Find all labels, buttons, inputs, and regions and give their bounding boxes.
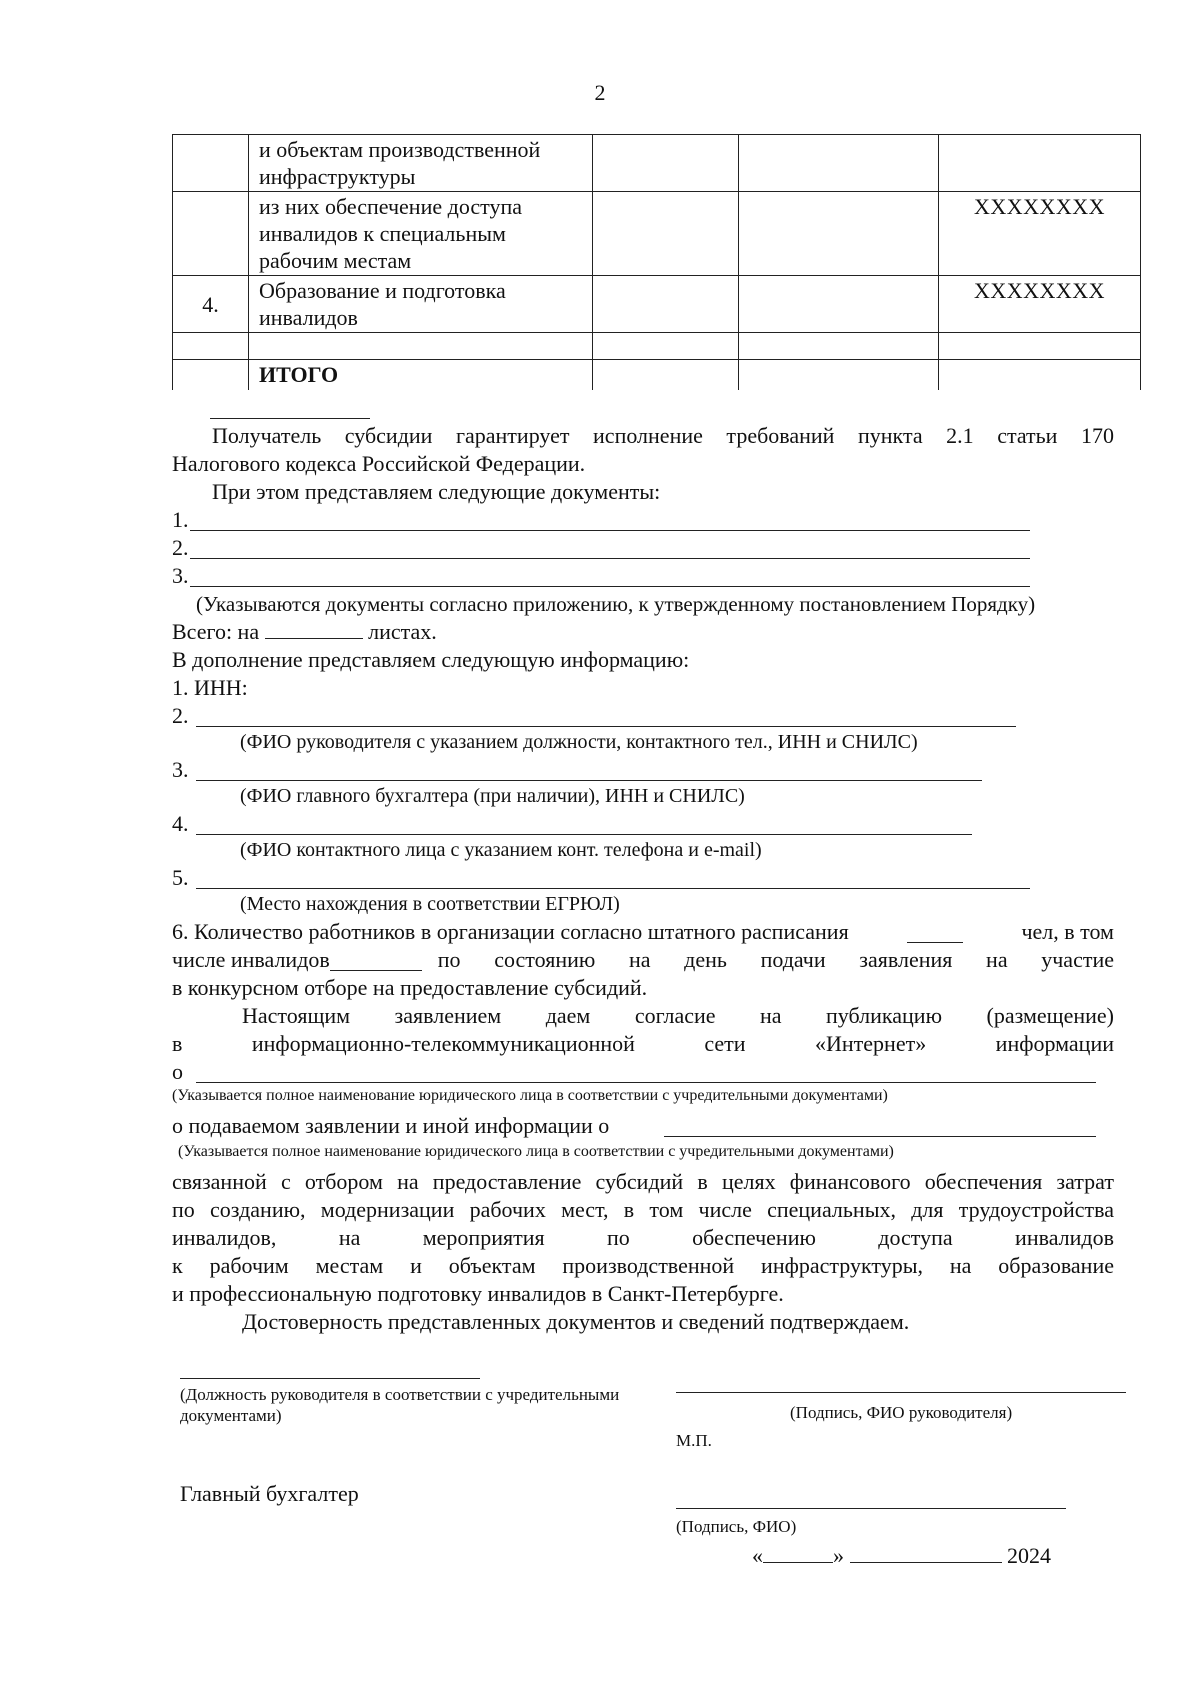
document-item-1-number: 1. [172, 507, 189, 532]
total-sheets-suffix: листах. [368, 619, 437, 644]
consent-word: «Интернет» [815, 1031, 927, 1056]
info-item-1-inn: 1. ИНН: [172, 675, 248, 700]
row-cell [739, 333, 939, 360]
row-cell [593, 360, 739, 391]
row-name [249, 333, 593, 360]
row-number: 4. [173, 276, 249, 333]
consent-line7 [172, 1224, 1114, 1252]
row-number [173, 192, 249, 276]
consent-word: в [172, 1031, 183, 1056]
row-cell [939, 135, 1141, 192]
consent-word: на [338, 1225, 361, 1250]
date-line [752, 1542, 1072, 1570]
row-name: Образование и подготовка инвалидов [249, 276, 593, 333]
document-item-1-field[interactable] [190, 530, 1030, 531]
row-number [173, 135, 249, 192]
date-open-quote: « [752, 1543, 763, 1568]
info-item-2-field[interactable] [196, 726, 1016, 727]
row-cell [739, 135, 939, 192]
row-cell [739, 276, 939, 333]
row-cell [739, 192, 939, 276]
row-cell: XXXXXXXX [939, 192, 1141, 276]
consent-line6: по созданию, модернизации рабочих мест, в том числе специальных, для трудоустройства [172, 1197, 1114, 1222]
consent-line4: о подаваемом заявлении и иной информации о [172, 1113, 610, 1138]
total-label: ИТОГО [249, 360, 593, 391]
consent-word: доступа [878, 1225, 953, 1250]
consent-word: инвалидов [1015, 1225, 1114, 1250]
consent-note1: (Указывается полное наименование юридического лица в соответствии с учредительными документами) [172, 1087, 888, 1104]
info-item-3-number: 3. [172, 757, 189, 782]
document-item-2-number: 2. [172, 535, 189, 560]
accountant-signature-field[interactable] [676, 1508, 1066, 1509]
legal-entity-name-field-2[interactable] [664, 1136, 1096, 1137]
document-item-3-number: 3. [172, 563, 189, 588]
row-cell: XXXXXXXX [939, 276, 1141, 333]
table-row-total [173, 360, 1141, 391]
employees-line1 [172, 918, 1114, 946]
consent-line2 [172, 1030, 1114, 1058]
table-row [173, 192, 1141, 276]
documents-intro: При этом представляем следующие документы: [212, 479, 661, 504]
date-month-field[interactable] [850, 1544, 1002, 1563]
info-intro: В дополнение представляем следующую информацию: [172, 647, 690, 672]
consent-word: информационно-телекоммуникационной [251, 1031, 635, 1056]
accountant-signature-caption: (Подпись, ФИО) [676, 1517, 797, 1536]
consent-line9: и профессиональную подготовку инвалидов в Санкт-Петербурге. [172, 1281, 784, 1306]
consent-line8: к рабочим местам и объектам производственной инфраструктуры, на образование [172, 1253, 1114, 1278]
position-field[interactable] [180, 1378, 480, 1379]
row-number [173, 360, 249, 391]
row-name: и объектам производственной инфраструктуры [249, 135, 593, 192]
row-cell [739, 360, 939, 391]
consent-line1: Настоящим заявлением даем согласие на публикацию (размещение) [242, 1003, 1114, 1028]
page-number: 2 [594, 80, 606, 105]
consent-line3: о [172, 1059, 183, 1084]
row-cell [939, 360, 1141, 391]
consent-word: мероприятия [422, 1225, 545, 1250]
budget-table [172, 134, 1141, 390]
total-sheets-prefix: Всего: на [172, 619, 260, 644]
consent-word: информации [995, 1031, 1114, 1056]
head-signature-caption: (Подпись, ФИО руководителя) [790, 1403, 1013, 1422]
position-caption: (Должность руководителя в соответствии с учредительными документами) [180, 1385, 620, 1425]
date-close-quote: » [833, 1543, 844, 1568]
employees-count-unit: чел, в том [1021, 919, 1114, 944]
documents-note: (Указываются документы согласно приложению, к утвержденному постановлением Порядку) [196, 592, 1036, 616]
info-item-3-field[interactable] [196, 780, 982, 781]
total-sheets-field[interactable] [265, 620, 363, 639]
document-item-3-field[interactable] [190, 586, 1030, 587]
document-item-2-field[interactable] [190, 558, 1030, 559]
confirmation-text: Достоверность представленных документов и сведений подтверждаем. [242, 1309, 910, 1334]
employees-count-field[interactable] [907, 924, 963, 943]
date-year: 2024 [1007, 1543, 1051, 1568]
employees-line2-rest: по состоянию на день подачи заявления на участие [437, 947, 1114, 972]
consent-word: обеспечению [692, 1225, 816, 1250]
info-item-2-number: 2. [172, 703, 189, 728]
row-name: из них обеспечение доступа инвалидов к специальным рабочим местам [249, 192, 593, 276]
employees-line2 [172, 946, 1114, 974]
row-number [173, 333, 249, 360]
row-cell [593, 135, 739, 192]
consent-word: сети [704, 1031, 746, 1056]
row-cell [593, 192, 739, 276]
info-item-5-field[interactable] [196, 888, 1030, 889]
employees-line3: в конкурсном отборе на предоставление субсидий. [172, 975, 648, 1000]
total-sheets-line [172, 618, 1114, 646]
legal-entity-name-field[interactable] [196, 1082, 1096, 1083]
info-item-5-caption: (Место нахождения в соответствии ЕГРЮЛ) [240, 893, 620, 915]
row-cell [593, 276, 739, 333]
guarantee-text-line2: Налогового кодекса Российской Федерации. [172, 451, 586, 476]
table-row [173, 135, 1141, 192]
info-item-4-field[interactable] [196, 834, 972, 835]
info-item-3-caption: (ФИО главного бухгалтера (при наличии), ИНН и СНИЛС) [240, 785, 745, 807]
info-item-2-caption: (ФИО руководителя с указанием должности, контактного тел., ИНН и СНИЛС) [240, 731, 918, 753]
row-cell [593, 333, 739, 360]
consent-word: по [606, 1225, 630, 1250]
info-item-4-caption: (ФИО контактного лица с указанием конт. телефона и e-mail) [240, 839, 762, 861]
table-row [173, 333, 1141, 360]
row-cell [939, 333, 1141, 360]
date-day-field[interactable] [763, 1544, 833, 1563]
info-item-4-number: 4. [172, 811, 189, 836]
disabled-count-field[interactable] [330, 952, 422, 971]
consent-line5: связанной с отбором на предоставление субсидий в целях финансового обеспечения затрат [172, 1169, 1114, 1194]
consent-note2: (Указывается полное наименование юридического лица в соответствии с учредительными документами) [178, 1143, 894, 1160]
head-signature-field[interactable] [676, 1392, 1126, 1393]
consent-word: инвалидов, [172, 1225, 277, 1250]
employees-count-label: 6. Количество работников в организации согласно штатного расписания [172, 919, 849, 944]
guarantee-text-line1: Получатель субсидии гарантирует исполнение требований пункта 2.1 статьи 170 [212, 423, 1114, 448]
table-row [173, 276, 1141, 333]
disabled-count-label: числе инвалидов [172, 947, 330, 972]
info-item-5-number: 5. [172, 865, 189, 890]
chief-accountant-label: Главный бухгалтер [180, 1481, 359, 1506]
stamp-label: М.П. [676, 1431, 712, 1450]
footnote-separator [210, 418, 370, 419]
